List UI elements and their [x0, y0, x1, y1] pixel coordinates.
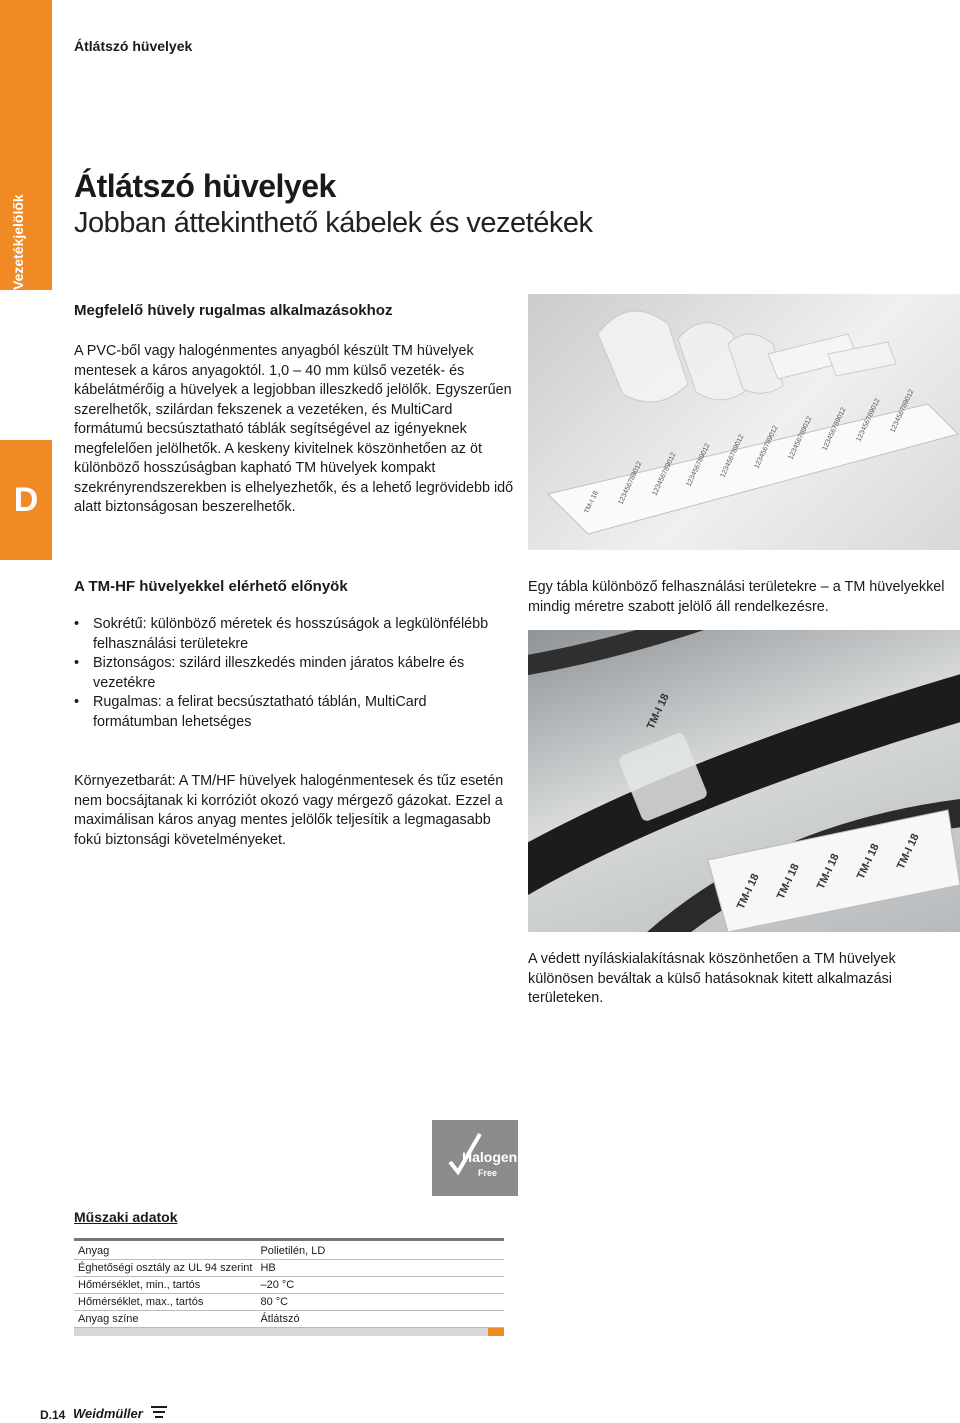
- specs-table: [74, 1243, 504, 1328]
- card-label: 123456789012: [889, 388, 916, 434]
- card-label: 123456789012: [787, 415, 814, 461]
- brand-logo-text: Weidmüller: [73, 1406, 143, 1421]
- spec-row: [74, 1243, 504, 1260]
- cables-illustration: [528, 630, 960, 932]
- photo-marker-cards: [528, 294, 960, 550]
- sleeve-large: [598, 311, 688, 402]
- spec-key: Anyag színe: [74, 1311, 256, 1328]
- spec-row: [74, 1294, 504, 1311]
- card-label: 123456789012: [651, 451, 678, 497]
- brand-mark-lines: [151, 1407, 167, 1417]
- sleeve-label: TM-I 18: [814, 851, 842, 892]
- spec-key: Hőmérséklet, max., tartós: [74, 1294, 256, 1311]
- spec-key: Hőmérséklet, min., tartós: [74, 1277, 256, 1294]
- halogen-text: Halogen: [462, 1149, 518, 1165]
- card-label: 123456789012: [685, 442, 712, 488]
- photo2-caption: A védett nyíláskialakításnak köszönhetően a TM hüvelyek különösen beváltak a külső hatásoknak kitett alkalmazási területeken.: [528, 951, 896, 1006]
- specs-footer-bar: [74, 1328, 504, 1336]
- advantage-item: • Rugalmas: a felirat becsúsztatható táblán, MultiCard formátumban lehetséges: [74, 693, 514, 732]
- specs-heading: Műszaki adatok: [74, 1209, 178, 1225]
- spec-row: [74, 1311, 504, 1328]
- intro-heading: Megfelelő hüvely rugalmas alkalmazásokhoz: [74, 302, 393, 319]
- brand-mark-icon: [150, 1405, 168, 1419]
- sleeve-label: TM-I 18: [644, 691, 672, 732]
- intro-paragraph: A PVC-ből vagy halogénmentes anyagból készült TM hüvelyek mentesek a káros anyagoktól. 1,0 – 40 mm külső vezeték- és kábelátmérőig a hüvelyek a legjobban illeszkedő jelölők. Egyszerűen szerelhetők, szilárdan fekszenek a vezetéken, és MultiCard formátumú becsúsztatható táblák segítségével az igényeknek megfelelően jelölhetők. A keskeny kivitelnek köszönhetően az öt különböző hosszúságban kapható TM hüvelyek kompakt szekrényrendszerekben is elhelyezhetők, és a lehető legrövidebb idő alatt biztonságosan beszerelhetők.: [74, 343, 514, 515]
- page-subtitle: Jobban áttekinthető kábelek és vezetékek: [74, 207, 593, 239]
- running-title: Átlátszó hüvelyek: [74, 38, 193, 54]
- spec-value: Polietilén, LD: [256, 1243, 504, 1260]
- card-label: 123456789012: [719, 433, 746, 479]
- spec-value: 80 °C: [256, 1294, 504, 1311]
- sleeve-label: TM-I 18: [734, 871, 762, 912]
- photo-cables: [528, 630, 960, 932]
- spec-row: [74, 1260, 504, 1277]
- advantages-heading: A TM-HF hüvelyekkel elérhető előnyök: [74, 578, 348, 595]
- spec-key: Anyag: [74, 1243, 256, 1260]
- specs-top-rule: [74, 1238, 504, 1241]
- spec-key: Éghetőségi osztály az UL 94 szerint: [74, 1260, 256, 1277]
- card-label: 123456789012: [617, 460, 644, 506]
- card-label: 123456789012: [855, 397, 882, 443]
- spec-value: –20 °C: [256, 1277, 504, 1294]
- environment-paragraph: Környezetbarát: A TM/HF hüvelyek halogénmentesek és tűz esetén nem bocsájtanak ki korróziót okozó vagy mérgező gázokat. Ezzel a maximálisan káros anyag mentes jelölők teljesítik a legmagasabb fokú biztonsági követelményeket.: [74, 773, 504, 848]
- sleeve-label: TM-I 18: [854, 841, 882, 882]
- side-label: Vezetékjelölők: [10, 194, 26, 290]
- side-bar-top: [0, 0, 52, 290]
- spec-value: HB: [256, 1260, 504, 1277]
- sleeve-label: TM-I 18: [774, 861, 802, 902]
- page-title: Átlátszó hüvelyek: [74, 168, 336, 204]
- page-number: D.14: [40, 1408, 66, 1422]
- halogen-free-badge: [432, 1120, 518, 1196]
- free-text: Free: [478, 1168, 498, 1178]
- section-letter: D: [13, 480, 39, 519]
- spec-row: [74, 1277, 504, 1294]
- spec-value: Átlátszó: [256, 1311, 504, 1328]
- card-label: 123456789012: [821, 406, 848, 452]
- marker-cards-illustration: [528, 294, 960, 550]
- photo1-caption: Egy tábla különböző felhasználási területekre – a TM hüvelyekkel mindig méretre szabott jelölő áll rendelkezésre.: [528, 579, 945, 615]
- sleeve-label: TM-I 18: [894, 831, 922, 872]
- card-label: 123456789012: [753, 424, 780, 470]
- advantage-item: • Sokrétű: különböző méretek és hosszúságok a legkülönfélébb felhasználási területekre: [74, 615, 514, 654]
- halogen-free-logo: [432, 1120, 518, 1196]
- advantage-item: • Biztonságos: szilárd illeszkedés minden járatos kábelre és vezetékre: [74, 654, 514, 693]
- sleeves-group: [598, 311, 896, 402]
- card-label: TM-I 18: [583, 490, 601, 515]
- cable-top: [528, 630, 758, 670]
- advantages-list: [74, 615, 514, 732]
- specs-footer-accent: [488, 1328, 504, 1336]
